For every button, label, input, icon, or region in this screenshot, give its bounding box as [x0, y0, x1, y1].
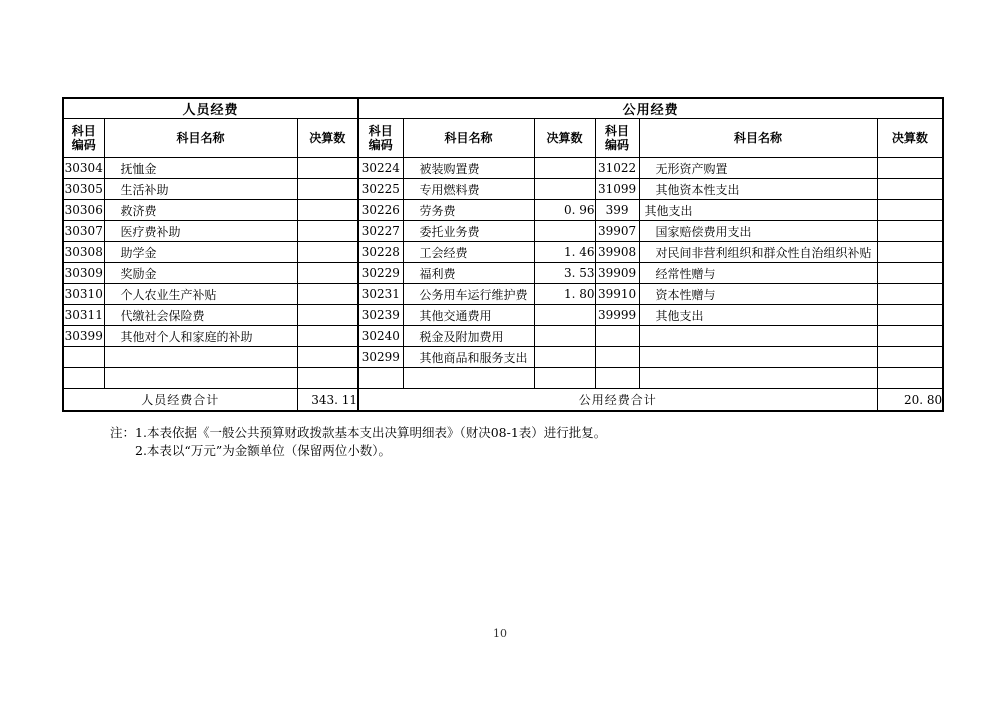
header-code-line2: 编码	[71, 138, 96, 152]
subject-code-cell	[358, 368, 403, 389]
amount-cell	[297, 221, 358, 242]
personnel-total-value: 343. 11	[297, 389, 358, 412]
subject-code-cell: 39909	[595, 263, 639, 284]
subject-name-cell: 专用燃料费	[403, 179, 534, 200]
subject-name-cell: 资本性赠与	[639, 284, 877, 305]
amount-cell	[534, 221, 595, 242]
subject-name-cell: 税金及附加费用	[403, 326, 534, 347]
subject-name-cell: 劳务费	[403, 200, 534, 221]
header-code-line1: 科目	[71, 123, 96, 138]
subject-code-cell: 39999	[595, 305, 639, 326]
amount-cell	[534, 305, 595, 326]
subject-name-cell: 其他支出	[639, 305, 877, 326]
header-subject-code-3	[595, 119, 639, 158]
amount-cell	[297, 347, 358, 368]
amount-cell	[297, 263, 358, 284]
amount-cell	[877, 263, 943, 284]
amount-cell: 1. 46	[534, 242, 595, 263]
amount-cell: 1. 80	[534, 284, 595, 305]
subject-name-cell	[639, 368, 877, 389]
subject-code-cell: 39908	[595, 242, 639, 263]
note-line-2	[110, 442, 606, 460]
subject-name-cell	[639, 326, 877, 347]
amount-cell	[877, 305, 943, 326]
amount-cell	[297, 200, 358, 221]
amount-cell	[877, 158, 943, 179]
subject-code-cell: 30240	[358, 326, 403, 347]
subject-name-cell: 医疗费补助	[104, 221, 297, 242]
amount-cell	[534, 326, 595, 347]
subject-name-cell: 对民间非营利组织和群众性自治组织补贴	[639, 242, 877, 263]
note-text-1: 1.本表依据《一般公共预算财政拨款基本支出决算明细表》（财决08-1表）进行批复。	[135, 425, 607, 440]
subject-code-cell: 30307	[63, 221, 104, 242]
subject-code-cell	[595, 368, 639, 389]
amount-cell: 3. 53	[534, 263, 595, 284]
note-prefix: 注：	[110, 425, 136, 440]
subject-code-cell: 39907	[595, 221, 639, 242]
public-total-label: 公用经费合计	[358, 389, 877, 412]
header-code-line1: 科目	[368, 123, 393, 138]
subject-name-cell: 公务用车运行维护费	[403, 284, 534, 305]
amount-cell	[877, 368, 943, 389]
table-row	[63, 347, 943, 368]
subject-code-cell: 30226	[358, 200, 403, 221]
amount-cell: 0. 96	[534, 200, 595, 221]
subject-code-cell	[595, 326, 639, 347]
table-row	[63, 326, 943, 347]
subject-name-cell: 生活补助	[104, 179, 297, 200]
page-number: 10	[493, 627, 507, 640]
subject-code-cell: 30308	[63, 242, 104, 263]
amount-cell	[297, 305, 358, 326]
subject-code-cell	[63, 368, 104, 389]
header-subject-name-2: 科目名称	[403, 119, 534, 158]
subject-name-cell	[639, 347, 877, 368]
amount-cell	[534, 158, 595, 179]
subject-name-cell: 其他对个人和家庭的补助	[104, 326, 297, 347]
subject-name-cell: 救济费	[104, 200, 297, 221]
table-row	[63, 242, 943, 263]
subject-code-cell: 30228	[358, 242, 403, 263]
amount-cell	[877, 284, 943, 305]
section-title-personnel: 人员经费	[63, 98, 358, 119]
subject-code-cell: 30310	[63, 284, 104, 305]
table-row	[63, 179, 943, 200]
amount-cell	[297, 158, 358, 179]
subject-name-cell: 经常性赠与	[639, 263, 877, 284]
subject-code-cell: 30225	[358, 179, 403, 200]
subject-name-cell: 其他支出	[639, 200, 877, 221]
subject-name-cell: 奖励金	[104, 263, 297, 284]
subject-code-cell: 30306	[63, 200, 104, 221]
subject-name-cell: 其他商品和服务支出	[403, 347, 534, 368]
amount-cell	[534, 347, 595, 368]
table-row	[63, 305, 943, 326]
subject-code-cell	[63, 347, 104, 368]
table-row	[63, 221, 943, 242]
table-row	[63, 200, 943, 221]
subject-name-cell: 国家赔偿费用支出	[639, 221, 877, 242]
totals-row	[63, 389, 943, 412]
personnel-total-label: 人员经费合计	[63, 389, 297, 412]
header-code-line2: 编码	[605, 138, 630, 152]
amount-cell	[534, 368, 595, 389]
subject-code-cell: 31022	[595, 158, 639, 179]
amount-cell	[877, 179, 943, 200]
header-amount-3: 决算数	[877, 119, 943, 158]
subject-code-cell: 30311	[63, 305, 104, 326]
budget-table	[62, 97, 944, 412]
subject-code-cell: 39910	[595, 284, 639, 305]
subject-code-cell: 30239	[358, 305, 403, 326]
subject-name-cell	[104, 347, 297, 368]
amount-cell	[877, 326, 943, 347]
subject-code-cell	[595, 347, 639, 368]
subject-code-cell: 30305	[63, 179, 104, 200]
section-title-public: 公用经费	[358, 98, 943, 119]
column-header-row	[63, 119, 943, 158]
header-amount-2: 决算数	[534, 119, 595, 158]
header-subject-code-1	[63, 119, 104, 158]
subject-name-cell	[403, 368, 534, 389]
header-subject-name-3: 科目名称	[639, 119, 877, 158]
subject-code-cell: 30227	[358, 221, 403, 242]
subject-name-cell: 助学金	[104, 242, 297, 263]
subject-name-cell: 福利费	[403, 263, 534, 284]
amount-cell	[297, 242, 358, 263]
amount-cell	[297, 179, 358, 200]
subject-name-cell: 无形资产购置	[639, 158, 877, 179]
amount-cell	[877, 242, 943, 263]
subject-code-cell: 30304	[63, 158, 104, 179]
header-code-line1: 科目	[605, 123, 630, 138]
public-total-value: 20. 80	[877, 389, 943, 412]
header-code-line2: 编码	[368, 138, 393, 152]
subject-name-cell	[104, 368, 297, 389]
header-amount-1: 决算数	[297, 119, 358, 158]
table-row	[63, 368, 943, 389]
note-line-1	[110, 424, 606, 442]
subject-name-cell: 被装购置费	[403, 158, 534, 179]
header-subject-name-1: 科目名称	[104, 119, 297, 158]
table-row	[63, 158, 943, 179]
amount-cell	[297, 284, 358, 305]
subject-name-cell: 抚恤金	[104, 158, 297, 179]
subject-code-cell: 30299	[358, 347, 403, 368]
subject-name-cell: 其他交通费用	[403, 305, 534, 326]
subject-code-cell: 30309	[63, 263, 104, 284]
subject-code-cell: 399	[595, 200, 639, 221]
subject-name-cell: 其他资本性支出	[639, 179, 877, 200]
subject-name-cell: 代缴社会保险费	[104, 305, 297, 326]
subject-code-cell: 30224	[358, 158, 403, 179]
amount-cell	[297, 326, 358, 347]
amount-cell	[877, 200, 943, 221]
table-row	[63, 284, 943, 305]
amount-cell	[877, 221, 943, 242]
subject-name-cell: 委托业务费	[403, 221, 534, 242]
amount-cell	[297, 368, 358, 389]
note-text-2: 2.本表以“万元”为金额单位（保留两位小数）。	[135, 443, 391, 458]
section-header-row	[63, 98, 943, 119]
amount-cell	[877, 347, 943, 368]
table-row	[63, 263, 943, 284]
header-subject-code-2	[358, 119, 403, 158]
subject-code-cell: 31099	[595, 179, 639, 200]
subject-name-cell: 工会经费	[403, 242, 534, 263]
subject-code-cell: 30399	[63, 326, 104, 347]
subject-code-cell: 30231	[358, 284, 403, 305]
amount-cell	[534, 179, 595, 200]
subject-name-cell: 个人农业生产补贴	[104, 284, 297, 305]
subject-code-cell: 30229	[358, 263, 403, 284]
notes	[110, 424, 606, 460]
